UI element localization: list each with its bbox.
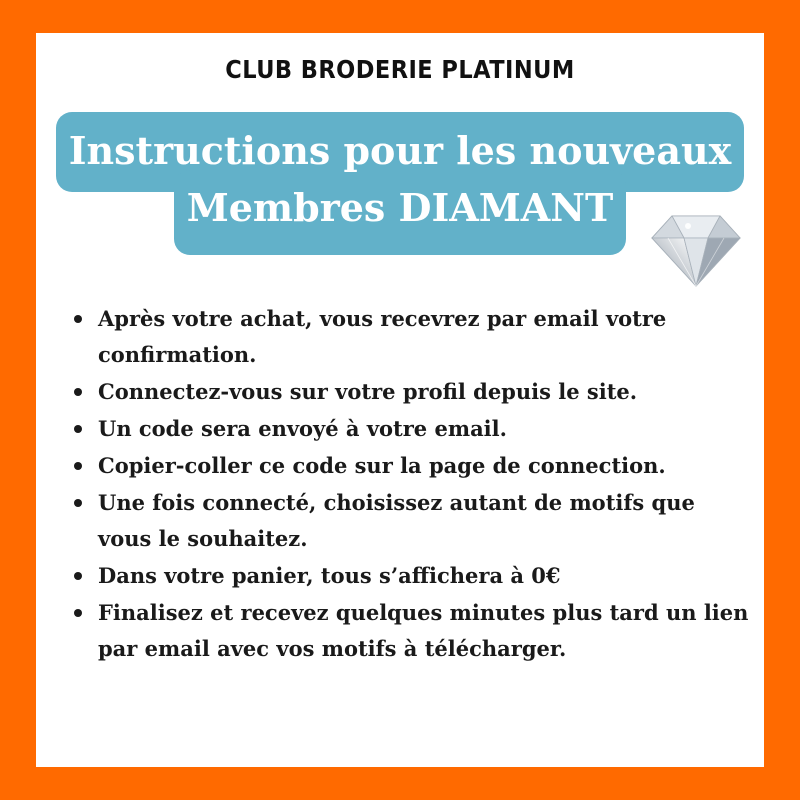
list-item: [74, 374, 754, 410]
list-item: [74, 448, 754, 484]
list-item-text: Connectez-vous sur votre profil depuis le site.: [98, 379, 638, 404]
list-item-text: Finalisez et recevez quelques minutes plus tard un lien par email avec vos motifs à télécharger.: [98, 600, 749, 661]
bullet-icon: [74, 499, 82, 507]
list-item: [74, 485, 754, 557]
title-banner: [56, 112, 744, 255]
club-title: CLUB BRODERIE PLATINUM: [225, 55, 575, 84]
bullet-icon: [74, 609, 82, 617]
bullet-icon: [74, 425, 82, 433]
list-item-text: Après votre achat, vous recevrez par email votre confirmation.: [98, 306, 667, 367]
bullet-icon: [74, 572, 82, 580]
diamond-icon: [648, 208, 744, 290]
list-item: [74, 301, 754, 373]
list-item: [74, 595, 754, 667]
list-item-text: Dans votre panier, tous s’affichera à 0€: [98, 563, 561, 588]
list-item: [74, 558, 754, 594]
bullet-icon: [74, 388, 82, 396]
list-item-text: Une fois connecté, choisissez autant de motifs que vous le souhaitez.: [98, 490, 695, 551]
list-item: [74, 411, 754, 447]
banner-title-line-2: Membres DIAMANT: [186, 185, 614, 230]
bullet-icon: [74, 462, 82, 470]
instruction-card: [36, 33, 764, 767]
instruction-list: [74, 301, 754, 668]
bullet-icon: [74, 315, 82, 323]
list-item-text: Copier-coller ce code sur la page de connection.: [98, 453, 666, 478]
list-item-text: Un code sera envoyé à votre email.: [98, 416, 507, 441]
banner-title-line-1: Instructions pour les nouveaux: [68, 128, 732, 173]
